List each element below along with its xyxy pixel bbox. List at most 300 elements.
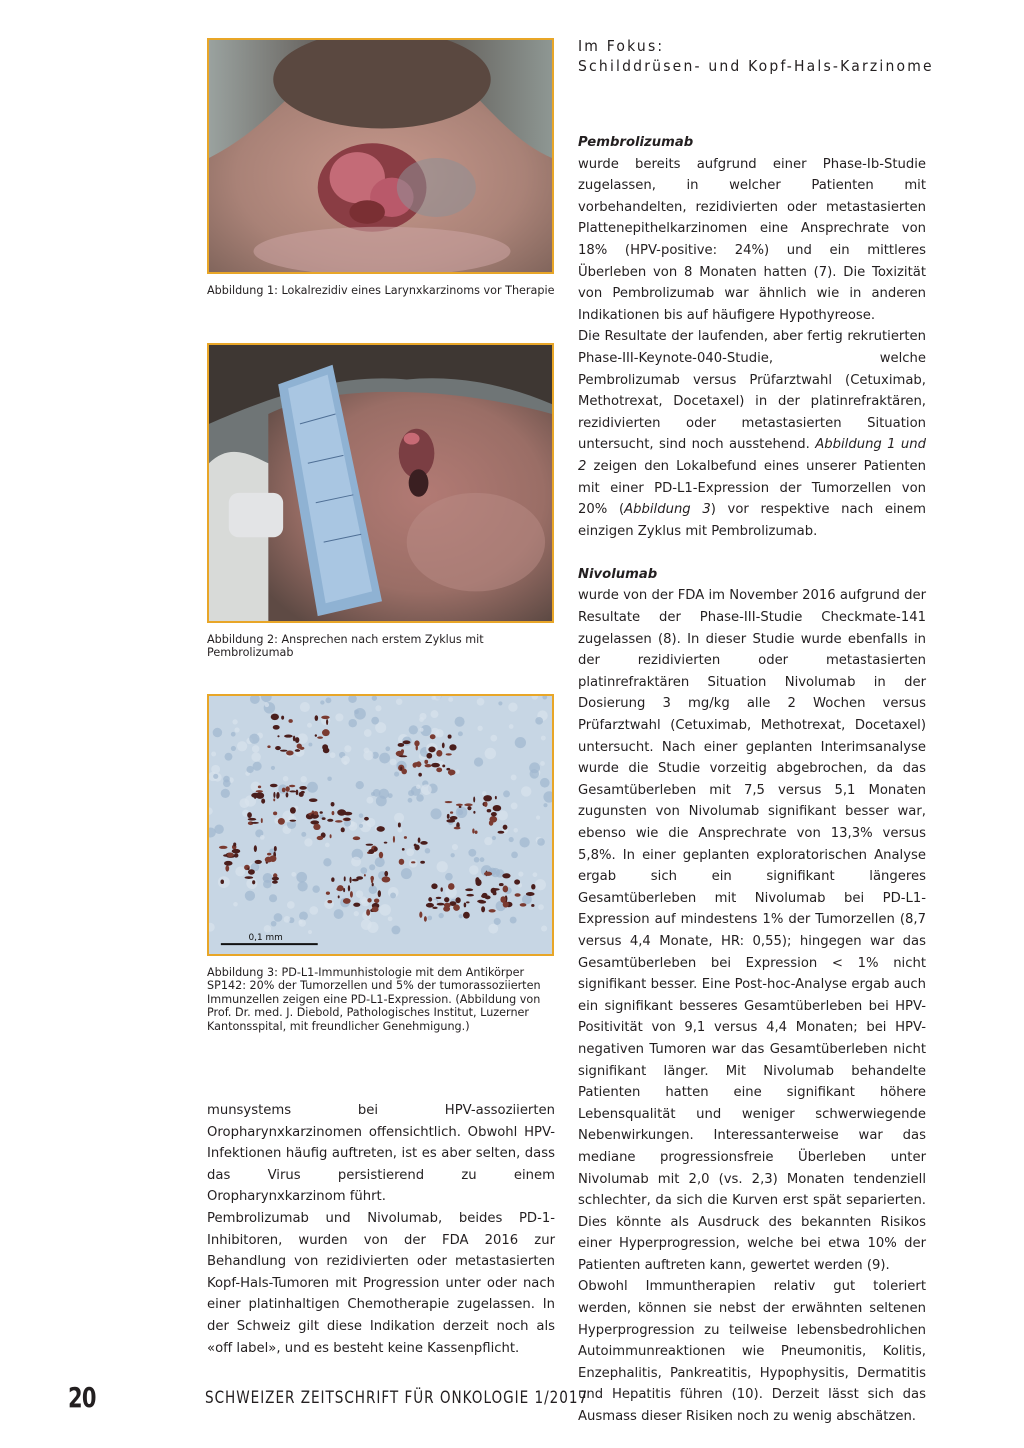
histology-cell xyxy=(235,727,240,732)
histology-cell xyxy=(233,902,238,907)
histology-cell xyxy=(265,703,270,708)
stained-cell xyxy=(450,816,458,820)
stained-cell xyxy=(436,750,442,757)
stained-cell xyxy=(331,877,334,882)
stained-cell xyxy=(276,793,278,798)
histology-cell xyxy=(320,700,324,704)
histology-cell xyxy=(371,717,379,725)
stained-cell xyxy=(401,769,407,775)
stained-cell xyxy=(247,867,249,870)
stained-cell xyxy=(255,860,262,864)
stained-cell xyxy=(267,745,270,748)
stained-cell xyxy=(426,753,432,759)
histology-cell xyxy=(239,798,249,808)
stained-cell xyxy=(520,903,527,907)
stained-cell xyxy=(337,809,346,815)
histology-cell xyxy=(469,865,478,874)
figure-2-caption: Abbildung 2: Ansprechen nach erstem Zyklus mit Pembrolizumab xyxy=(207,633,484,660)
histology-cell xyxy=(511,802,518,809)
right-paragraph-2a: Die Resultate der laufenden, aber fertig rekrutierten Phase-III-Keynote-040-Studie, welche Pembrolizumab versus Prüfarztwahl (Cetuximab, Methotrexat, Docetaxel) in der platinrefraktären, rezidivierten oder metastasierten Situation untersucht, sind noch ausstehend. xyxy=(578,329,926,453)
stained-cell xyxy=(514,879,520,884)
stained-cell xyxy=(459,806,462,808)
stained-cell xyxy=(425,764,432,767)
stained-cell xyxy=(374,847,378,851)
stained-cell xyxy=(428,897,432,902)
stained-cell xyxy=(247,812,252,818)
stained-cell xyxy=(448,770,456,776)
histology-cell xyxy=(494,918,501,925)
stained-cell xyxy=(393,836,395,843)
histology-cell xyxy=(375,705,381,711)
stained-cell xyxy=(475,877,479,884)
histology-cell xyxy=(354,911,359,916)
stained-cell xyxy=(348,885,350,891)
histology-cell xyxy=(252,745,260,752)
histology-cell xyxy=(388,916,393,921)
histology-cell xyxy=(511,774,517,780)
stained-cell xyxy=(273,725,280,730)
histology-cell xyxy=(299,911,308,920)
stained-cell xyxy=(299,747,304,750)
figure-3-scale-label: 0,1 mm xyxy=(248,933,283,944)
histology-cell xyxy=(307,782,318,793)
histology-cell xyxy=(437,861,448,872)
histology-cell xyxy=(348,719,357,727)
histology-cell xyxy=(235,867,245,877)
figure-2-photo xyxy=(207,343,554,623)
stained-cell xyxy=(248,818,257,821)
stained-cell xyxy=(499,883,504,886)
histology-cell xyxy=(364,729,372,737)
stained-cell xyxy=(344,818,350,821)
stained-cell xyxy=(489,820,494,825)
heading-nivolumab: Nivolumab xyxy=(578,566,658,582)
stained-cell xyxy=(443,906,450,912)
stained-cell xyxy=(483,795,492,801)
stained-cell xyxy=(372,883,374,886)
stained-cell xyxy=(295,737,299,743)
stained-cell xyxy=(261,799,265,804)
stained-cell xyxy=(219,846,228,849)
histology-cell xyxy=(431,808,442,819)
stained-cell xyxy=(281,716,284,720)
histology-cell xyxy=(330,752,336,758)
left-paragraph-2: Pembrolizumab und Nivolumab, beides PD-1-Inhibitoren, wurden von der FDA 2016 zur Behandlung von rezidivierten oder metastasierten Kopf-Hals-Tumoren mit Progression unter oder nach einer platinhaltigen Chemotherapie zugelassen. In der Schweiz gilt diese Indikation derzeit noch als «off label», und es besteht keine Kassenpflicht. xyxy=(207,1210,555,1356)
histology-cell xyxy=(375,857,385,867)
stained-cell xyxy=(399,859,405,865)
histology-cell xyxy=(508,702,517,711)
histology-cell xyxy=(213,728,222,737)
histology-cell xyxy=(480,857,485,862)
stained-cell xyxy=(267,853,271,856)
histology-cell xyxy=(260,835,265,840)
stained-cell xyxy=(251,822,259,824)
histology-cell xyxy=(369,886,378,894)
stained-cell xyxy=(280,750,288,752)
histology-cell xyxy=(263,873,273,883)
histology-cell xyxy=(225,753,233,761)
stained-cell xyxy=(502,873,510,878)
stained-cell xyxy=(289,820,296,822)
stained-cell xyxy=(372,906,379,912)
stained-cell xyxy=(254,845,257,852)
stained-cell xyxy=(384,842,388,844)
stained-cell xyxy=(464,803,473,806)
histology-cell xyxy=(308,743,312,747)
stained-cell xyxy=(289,785,295,788)
histology-cell xyxy=(211,752,216,757)
histology-cell xyxy=(300,702,310,712)
histology-cell xyxy=(401,868,412,879)
histology-cell xyxy=(391,926,400,935)
histology-cell xyxy=(360,867,367,874)
stained-cell xyxy=(322,744,328,750)
histology-cell xyxy=(274,913,283,922)
histology-cell xyxy=(484,837,492,845)
histology-cell xyxy=(325,697,331,703)
histology-cell xyxy=(431,710,439,718)
stained-cell xyxy=(331,802,335,807)
histology-cell xyxy=(344,745,351,752)
stained-cell xyxy=(495,796,497,800)
histology-cell xyxy=(271,766,275,770)
stained-cell xyxy=(445,801,453,803)
stained-cell xyxy=(350,891,353,897)
stained-cell xyxy=(498,831,505,834)
histology-cell xyxy=(421,784,432,795)
histology-cell xyxy=(416,794,424,801)
left-paragraph-1: munsystems bei HPV-assoziierten Oropharynxkarzinomen offensichtlich. Obwohl HPV-Infektionen häufig auftreten, ist es aber selten, dass das Virus persistierend zu einem Oropharynxkarzinom führt. xyxy=(207,1103,555,1205)
right-paragraph-2b: zeigen den Lokalbefund eines unserer Patienten mit einer PD-L1-Expression der Tumorzellen von 20% ( xyxy=(578,458,926,518)
histology-cell xyxy=(301,832,306,837)
stained-cell xyxy=(366,909,370,916)
histology-cell xyxy=(492,836,496,840)
stained-cell xyxy=(295,749,301,752)
histology-cell xyxy=(379,904,391,916)
histology-cell xyxy=(468,849,476,857)
stained-cell xyxy=(256,792,265,799)
stained-cell xyxy=(364,817,369,821)
histology-cell xyxy=(541,736,546,741)
histology-cell xyxy=(535,717,543,725)
stained-cell xyxy=(466,901,470,903)
stained-cell xyxy=(432,907,437,909)
histology-cell xyxy=(477,698,485,706)
stained-cell xyxy=(487,809,492,812)
histology-cell xyxy=(459,914,463,918)
histology-cell xyxy=(360,896,368,903)
histology-cell xyxy=(456,807,467,818)
histology-cell xyxy=(271,921,277,927)
stained-cell xyxy=(481,906,485,912)
stained-cell xyxy=(489,909,496,912)
stained-cell xyxy=(398,743,405,747)
histology-cell xyxy=(232,719,237,724)
histology-cell xyxy=(297,881,307,891)
histology-cell xyxy=(264,925,272,932)
stained-cell xyxy=(503,885,509,892)
stained-cell xyxy=(447,814,450,819)
histology-cell xyxy=(308,930,312,934)
stained-cell xyxy=(374,898,379,903)
stained-cell xyxy=(424,916,427,922)
stained-cell xyxy=(320,811,323,814)
histology-cell xyxy=(416,785,421,790)
stained-cell xyxy=(278,818,285,825)
histology-cell xyxy=(397,828,402,833)
stained-cell xyxy=(284,735,293,738)
stained-cell xyxy=(353,903,360,907)
stained-cell xyxy=(414,844,417,847)
histology-cell xyxy=(249,734,259,744)
stained-cell xyxy=(416,761,421,767)
stained-cell xyxy=(322,729,330,736)
histology-cell xyxy=(369,864,375,870)
stained-cell xyxy=(313,824,320,830)
histology-cell xyxy=(300,776,307,782)
stained-cell xyxy=(403,740,411,744)
histology-cell xyxy=(291,872,296,877)
histology-cell xyxy=(298,919,306,926)
stained-cell xyxy=(286,786,290,792)
stained-cell xyxy=(416,745,418,750)
histology-cell xyxy=(448,697,453,702)
histology-cell xyxy=(439,913,444,918)
stained-cell xyxy=(288,719,292,723)
histology-cell xyxy=(309,906,318,915)
stained-cell xyxy=(398,823,401,828)
histology-cell xyxy=(394,772,399,777)
histology-cell xyxy=(356,781,364,789)
histology-cell xyxy=(510,917,517,924)
histology-cell xyxy=(287,901,295,909)
stained-cell xyxy=(234,853,239,857)
stained-cell xyxy=(321,716,330,720)
stained-cell xyxy=(261,818,263,823)
stained-cell xyxy=(503,825,508,830)
histology-cell xyxy=(327,776,332,781)
stained-cell xyxy=(301,791,305,794)
page-number: 20 xyxy=(68,1381,96,1414)
stained-cell xyxy=(442,742,445,748)
histology-cell xyxy=(231,732,236,737)
histology-cell xyxy=(325,843,330,848)
histology-cell xyxy=(221,789,230,798)
histology-cell xyxy=(409,725,418,734)
histology-cell xyxy=(296,872,307,883)
stained-cell xyxy=(437,903,445,906)
histology-cell xyxy=(519,837,529,847)
stained-cell xyxy=(293,736,296,742)
histology-cell xyxy=(537,838,545,846)
figure-3-caption: Abbildung 3: PD-L1-Immunhistologie mit dem Antikörper SP142: 20% der Tumorzellen und 5% der tumorassoziierten Immunzellen zeigen eine PD-L1-Expression. (Abbildung von Prof. Dr. med. J. Diebold, Pathologisches Institut, Luzerner Kantonsspital, mit freundlicher Genehmigung.) xyxy=(207,966,541,1033)
section-header-line1: Im Fokus: xyxy=(578,37,665,55)
histology-cell xyxy=(427,916,432,921)
stained-cell xyxy=(430,734,436,739)
histology-cell xyxy=(541,925,547,931)
stained-cell xyxy=(436,767,442,772)
stained-cell xyxy=(286,751,294,756)
histology-cell xyxy=(390,759,397,766)
stained-cell xyxy=(367,898,371,903)
stained-cell xyxy=(491,812,497,816)
histology-cell xyxy=(223,776,230,783)
histology-cell xyxy=(511,851,518,858)
histology-cell xyxy=(253,762,262,771)
stained-cell xyxy=(338,895,340,898)
stained-cell xyxy=(463,912,470,919)
histology-cell xyxy=(364,748,370,754)
stained-cell xyxy=(244,876,253,879)
histology-cell xyxy=(373,789,381,797)
right-paragraph-2c: ) vor respektive nach einem einzigen Zyklus mit Pembrolizumab. xyxy=(578,502,926,539)
stained-cell xyxy=(272,877,279,881)
histology-cell xyxy=(366,797,373,804)
stained-cell xyxy=(448,735,452,739)
histology-cell xyxy=(503,790,510,797)
stained-cell xyxy=(515,893,521,897)
histology-cell xyxy=(515,737,526,748)
stained-cell xyxy=(431,883,437,889)
stained-cell xyxy=(441,887,443,891)
histology-cell xyxy=(354,709,359,714)
histology-cell xyxy=(450,853,454,857)
stained-cell xyxy=(275,746,281,750)
stained-cell xyxy=(431,763,440,768)
stained-cell xyxy=(366,844,374,846)
stained-cell xyxy=(420,841,428,845)
stained-cell xyxy=(484,872,492,876)
stained-cell xyxy=(371,878,373,883)
histology-cell xyxy=(485,748,496,759)
stained-cell xyxy=(404,836,407,839)
stained-cell xyxy=(531,884,535,890)
histology-cell xyxy=(513,828,518,833)
stained-cell xyxy=(379,852,383,858)
stained-cell xyxy=(322,817,326,820)
histology-cell xyxy=(482,791,487,796)
figure-3-photo xyxy=(207,694,554,956)
right-paragraph-4: Obwohl Immuntherapien relativ gut toleriert werden, können sie nebst der erwähnten seltenen Hyperprogression zu teilweise lebensbedrohlichen Autoimmunreaktionen wie Pneumonitis, Kolitis, Enzephalitis, Pankreatitis, Hypophysitis, Dermatitis und Hepatitis führen (10). Derzeit lässt sich das Ausmass dieser Risiken noch zu wenig abschätzen. xyxy=(578,1279,926,1425)
stained-cell xyxy=(424,760,428,764)
stained-cell xyxy=(299,786,307,790)
histology-cell xyxy=(307,723,312,728)
stained-cell xyxy=(337,885,344,891)
histology-cell xyxy=(334,909,344,919)
stained-cell xyxy=(368,849,374,854)
stained-cell xyxy=(484,801,487,807)
histology-cell xyxy=(335,713,343,721)
stained-cell xyxy=(446,753,452,755)
histology-cell xyxy=(474,757,483,766)
stained-cell xyxy=(224,861,233,866)
histology-cell xyxy=(530,769,539,778)
histology-cell xyxy=(284,916,291,923)
stained-cell xyxy=(467,806,471,810)
histology-cell xyxy=(396,698,403,704)
stained-cell xyxy=(531,904,534,907)
stained-cell xyxy=(477,900,484,903)
stained-cell xyxy=(232,849,241,854)
histology-cell xyxy=(538,904,544,910)
left-column-text xyxy=(207,1100,555,1359)
stained-cell xyxy=(315,734,317,737)
histology-cell xyxy=(351,857,361,867)
stained-cell xyxy=(454,827,461,830)
histology-cell xyxy=(379,753,390,764)
stained-cell xyxy=(456,804,463,806)
histology-cell xyxy=(452,844,458,850)
stained-cell xyxy=(418,837,421,843)
histology-cell xyxy=(359,813,364,818)
stained-cell xyxy=(473,797,475,803)
histology-cell xyxy=(419,728,423,732)
stained-cell xyxy=(493,891,497,895)
stained-cell xyxy=(273,812,277,816)
histology-cell xyxy=(509,837,514,842)
stained-cell xyxy=(271,714,279,720)
histology-cell xyxy=(237,741,247,751)
stained-cell xyxy=(465,888,473,891)
stained-cell xyxy=(273,792,275,798)
histology-cell xyxy=(385,746,390,751)
stained-cell xyxy=(327,900,332,903)
stained-cell xyxy=(378,890,381,897)
heading-pembrolizumab: Pembrolizumab xyxy=(578,135,694,150)
stained-cell xyxy=(442,764,445,767)
histology-cell xyxy=(543,803,547,807)
stained-cell xyxy=(472,828,474,833)
stained-cell xyxy=(356,876,363,880)
figure-1-photo xyxy=(207,38,554,274)
stained-cell xyxy=(270,784,278,788)
histology-cell xyxy=(245,891,255,901)
histology-cell xyxy=(477,726,482,731)
stained-cell xyxy=(341,827,345,832)
histology-cell xyxy=(535,879,546,890)
stained-cell xyxy=(282,788,286,793)
stained-cell xyxy=(227,853,234,858)
section-header xyxy=(578,36,934,76)
histology-cell xyxy=(509,724,514,729)
stained-cell xyxy=(256,790,263,792)
right-paragraph-2 xyxy=(578,326,926,542)
stained-cell xyxy=(436,897,442,899)
histology-cell xyxy=(231,746,236,751)
histology-cell xyxy=(390,892,396,898)
stained-cell xyxy=(343,898,351,904)
stained-cell xyxy=(326,891,330,894)
stained-cell xyxy=(286,792,289,797)
stained-cell xyxy=(475,831,478,834)
stained-cell xyxy=(419,912,422,918)
stained-cell xyxy=(384,871,388,877)
histology-cell xyxy=(455,717,465,727)
histology-cell xyxy=(456,770,460,774)
stained-cell xyxy=(225,865,229,871)
stained-cell xyxy=(353,836,361,840)
stained-cell xyxy=(500,896,506,903)
stained-cell xyxy=(312,815,318,819)
stained-cell xyxy=(444,897,449,902)
stained-cell xyxy=(330,834,332,838)
stained-cell xyxy=(248,869,255,875)
stained-cell xyxy=(399,755,408,757)
stained-cell xyxy=(317,736,323,739)
histology-cell xyxy=(213,774,218,779)
stained-cell xyxy=(272,880,278,883)
histology-cell xyxy=(323,858,331,866)
